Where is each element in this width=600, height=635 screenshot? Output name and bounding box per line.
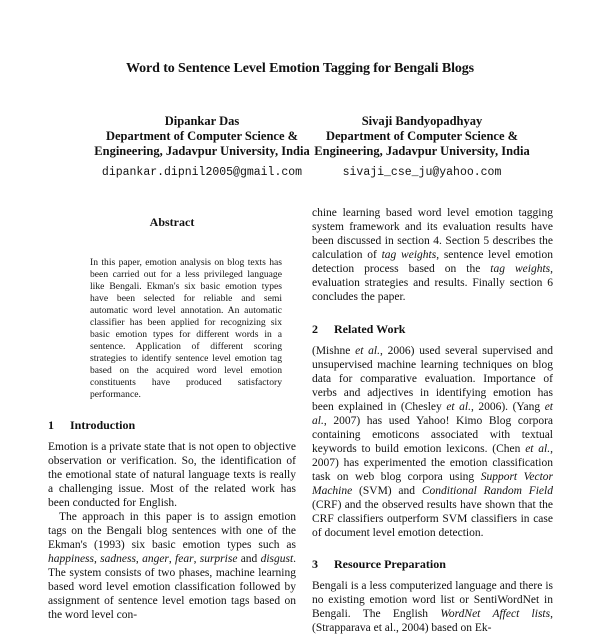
author-block-1 (82, 114, 322, 180)
paper-title: Word to Sentence Level Emotion Tagging for Bengali Blogs (125, 61, 475, 76)
author-email: dipankar.dipnil2005@gmail.com (101, 166, 303, 179)
section-heading-resource-preparation (312, 557, 553, 571)
section-title: Resource Preparation (334, 557, 446, 571)
author-block-2 (302, 114, 542, 180)
section-heading-introduction (48, 418, 296, 432)
section-title: Introduction (70, 418, 136, 432)
section-heading-related-work (312, 322, 553, 336)
author-affiliation: Engineering, Jadavpur University, India (94, 144, 310, 158)
abstract-heading: Abstract (149, 215, 195, 229)
paragraph: (Mishne et al., 2006) used several supervised and unsupervised machine learning techniques on blog data for comparative evaluation. Importance of verbs and adjectives in identifying emotion has been explained in (Chesley et al., 2006). (Yang et al., 2007) has used Yahoo! Kimo Blog corpora containing emoticons associated with textual keywords to build emotion lexicons. (Chen et al., 2007) has experimented the emotion classification task on web blog corpora using Support Vector Machine (SVM) and Conditional Random Field (CRF) and the observed results have shown that the CRF classifiers outperform SVM classifiers in case of document level emotion detection. (312, 345, 553, 539)
right-column (312, 206, 553, 635)
author-name: Dipankar Das (164, 114, 240, 128)
author-name: Sivaji Bandyopadhyay (361, 114, 483, 128)
section-title: Related Work (334, 322, 406, 336)
author-email: sivaji_cse_ju@yahoo.com (342, 166, 502, 179)
author-affiliation: Department of Computer Science & (325, 129, 519, 143)
paragraph: Emotion is a private state that is not open to objective observation or verification. So, the identification of the emotional state of natural language texts is really a challenging issue. Most of the related work has been conducted for English. (48, 441, 296, 509)
paragraph: The approach in this paper is to assign emotion tags on the Bengali blog sentences with one of the Ekman's (1993) six basic emotion types such as happiness, sadness, anger, fear, surprise and disgust. The system consists of two phases, machine learning based word level emotion classification followed by assignment of sentence level emotion tags based on the word level con- (48, 511, 297, 621)
author-affiliation: Department of Computer Science & (105, 129, 299, 143)
section-number: 2 (312, 322, 318, 336)
section-number: 3 (312, 557, 318, 571)
paragraph: Bengali is a less computerized language and there is no existing emotion word list or SentiWordNet in Bengali. The English WordNet Affect lists, (Strapparava et al., 2004) based on Ek- (312, 580, 553, 634)
paragraph: chine learning based word level emotion tagging system framework and its evaluation results have been discussed in section 4. Section 5 describes the calculation of tag weights, sentence level emotion detection process based on the tag weights, evaluation strategies and results. Finally section 6 concludes the paper. (312, 207, 553, 303)
abstract-text: In this paper, emotion analysis on blog texts has been carried out for a less privileged language like Bengali. Ekman's six basic emotion types have been selected for reliable and semi automatic word level annotation. An automatic classifier has been applied for recognizing six basic emotion types for different words in a sentence. Application of different scoring strategies to identify sentence level emotion tag based on the acquired word level emotion constituents have produced satisfactory performance. (90, 257, 282, 400)
author-affiliation: Engineering, Jadavpur University, India (314, 144, 530, 158)
section-number: 1 (48, 418, 54, 432)
left-column (48, 206, 296, 622)
